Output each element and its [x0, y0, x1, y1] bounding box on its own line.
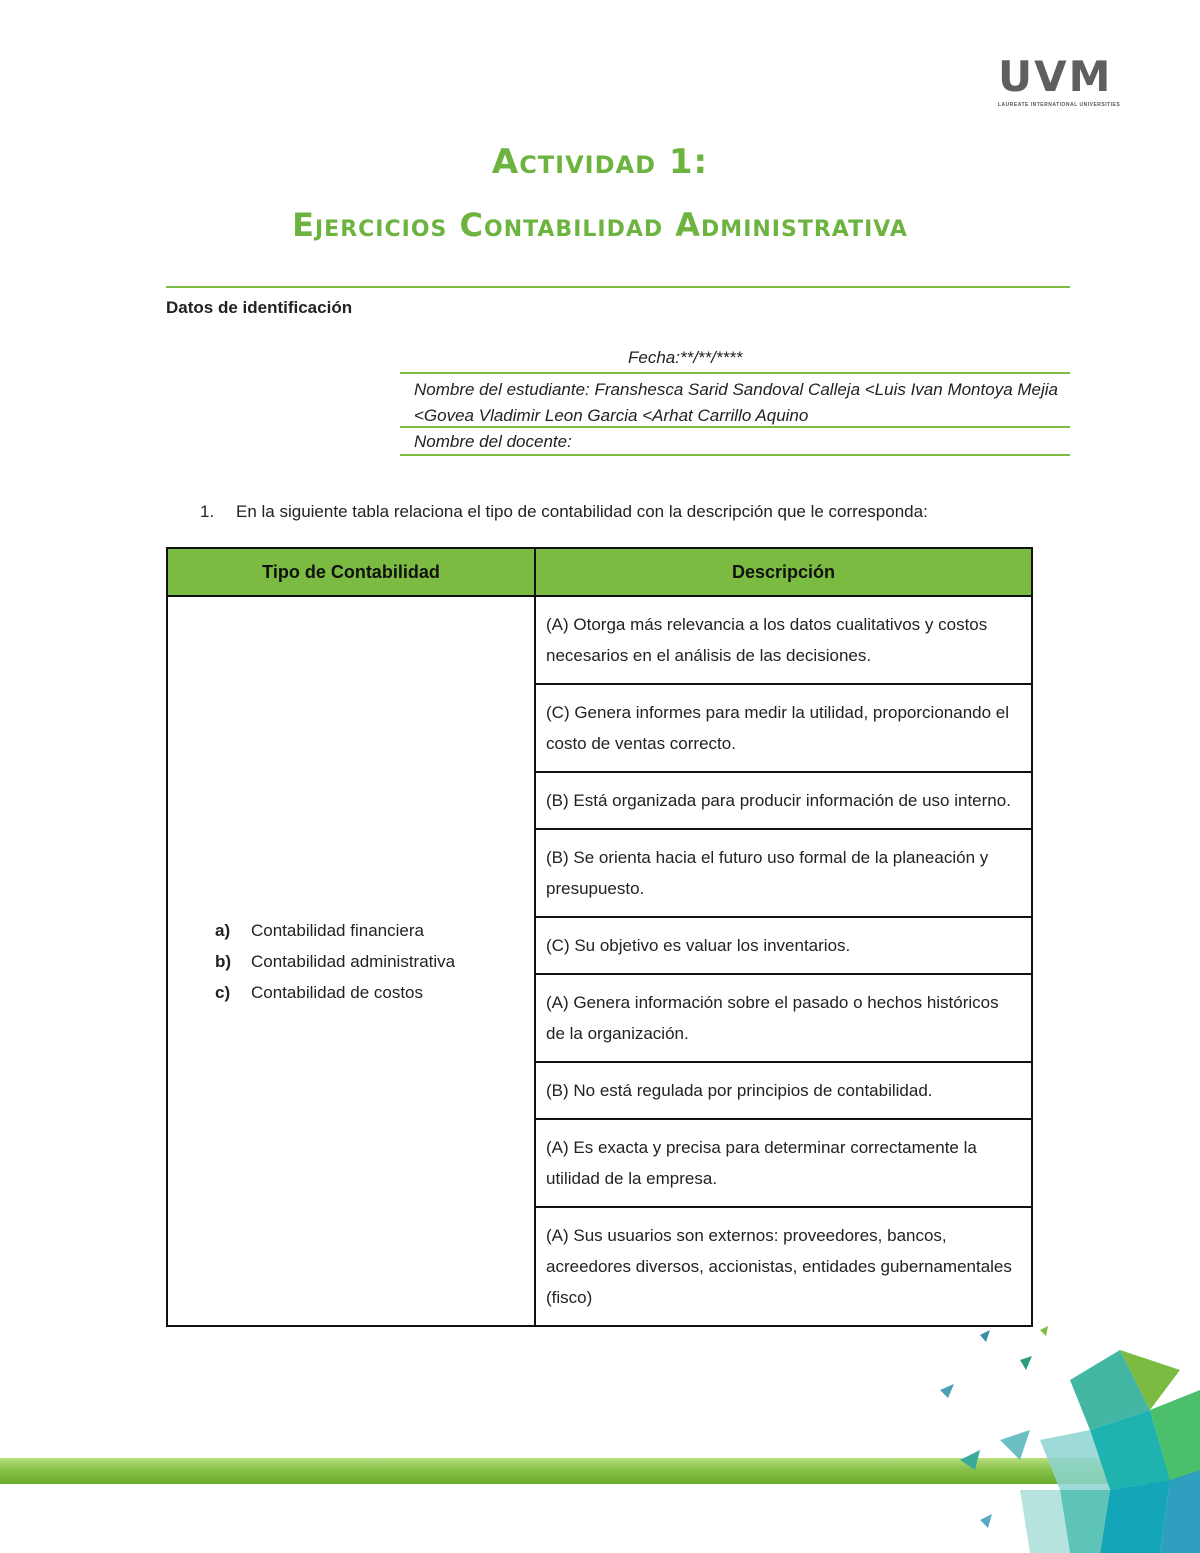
logo-subtitle: LAUREATE INTERNATIONAL UNIVERSITIES: [998, 102, 1121, 108]
list-item: [215, 915, 533, 946]
fecha-underline: [400, 372, 1070, 374]
student-underline: [400, 426, 1070, 428]
description-cell: (B) Está organizada para producir información de uso interno.: [535, 772, 1032, 829]
header-descripcion: Descripción: [535, 548, 1032, 596]
instruction-text: En la siguiente tabla relaciona el tipo de contabilidad con la descripción que le corresponda:: [236, 502, 928, 521]
uvm-logo: [998, 52, 1122, 108]
description-cell: (A) Es exacta y precisa para determinar correctamente la utilidad de la empresa.: [535, 1119, 1032, 1207]
student-name-field: Nombre del estudiante: Franshesca Sarid Sandoval Calleja <Luis Ivan Montoya Mejia <Govea Vladimir Leon Garcia <Arhat Carrillo Aquino: [414, 380, 1058, 425]
fecha-field: Fecha:**/**/****: [628, 348, 743, 367]
instruction-number: 1.: [200, 502, 215, 521]
logo-text: UVM: [998, 52, 1113, 101]
instruction-1: [200, 502, 928, 522]
decorative-polygons-icon: [920, 1320, 1200, 1553]
description-cell: (A) Genera información sobre el pasado o hechos históricos de la organización.: [535, 974, 1032, 1062]
description-cell: (B) No está regulada por principios de contabilidad.: [535, 1062, 1032, 1119]
list-item: [215, 946, 533, 977]
activity-title: Actividad 1:: [491, 142, 709, 182]
type-label: Contabilidad financiera: [251, 920, 424, 940]
list-item: [215, 977, 533, 1008]
type-marker: c): [215, 982, 231, 1002]
activity-subtitle: Ejercicios Contabilidad Administrativa: [292, 206, 908, 244]
types-list: [169, 915, 533, 1008]
teacher-underline: [400, 454, 1070, 456]
identification-heading: Datos de identificación: [166, 298, 353, 317]
type-marker: b): [215, 951, 232, 971]
description-cell: (A) Otorga más relevancia a los datos cualitativos y costos necesarios en el análisis de las decisiones.: [535, 596, 1032, 684]
description-cell: (B) Se orienta hacia el futuro uso formal de la planeación y presupuesto.: [535, 829, 1032, 917]
description-cell: (C) Genera informes para medir la utilidad, proporcionando el costo de ventas correcto.: [535, 684, 1032, 772]
type-label: Contabilidad de costos: [251, 982, 424, 1002]
type-marker: a): [215, 920, 231, 940]
teacher-name-field: Nombre del docente:: [414, 432, 572, 451]
description-cell: (C) Su objetivo es valuar los inventarios.: [535, 917, 1032, 974]
table-header-row: [167, 548, 1032, 596]
header-tipo: Tipo de Contabilidad: [167, 548, 535, 596]
description-cell: (A) Sus usuarios son externos: proveedores, bancos, acreedores diversos, accionistas, entidades gubernamentales (fisco): [535, 1207, 1032, 1326]
matching-table: [166, 547, 1033, 1327]
type-label: Contabilidad administrativa: [251, 951, 456, 971]
types-cell: [167, 596, 535, 1326]
title-divider: [166, 286, 1070, 288]
table-row: [167, 596, 1032, 684]
